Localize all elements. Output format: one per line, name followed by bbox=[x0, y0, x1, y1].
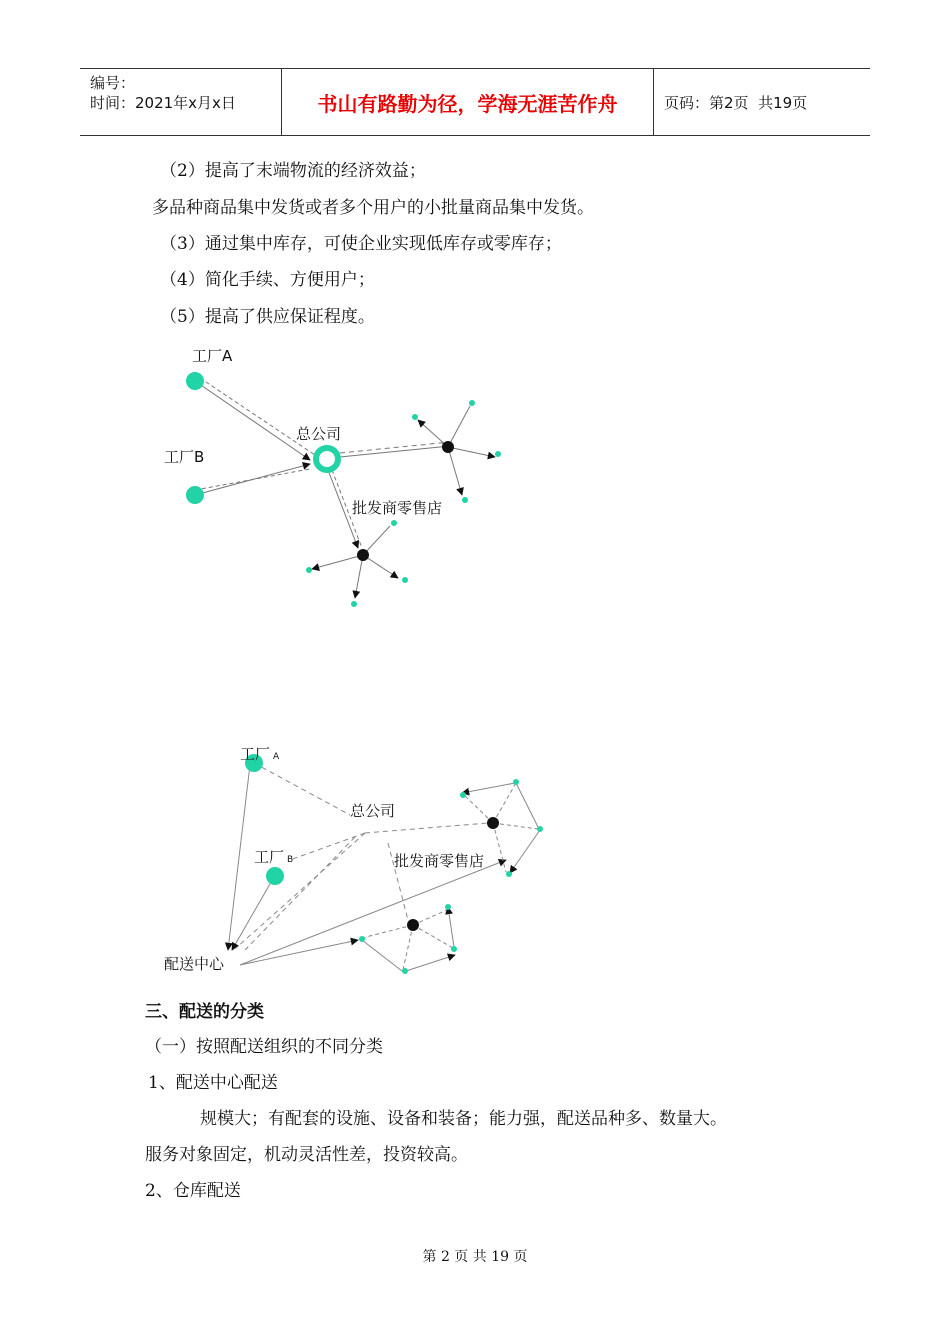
edge-factory-a-head-dashed bbox=[200, 378, 315, 455]
edge-factory-a-head bbox=[254, 763, 350, 815]
factory-b-node bbox=[186, 486, 204, 504]
subsection-heading: （一）按照配送组织的不同分类 bbox=[145, 1037, 383, 1057]
hub-node-2 bbox=[357, 549, 369, 561]
edge-hub1-spoke-2 bbox=[493, 783, 516, 823]
label-factory-b-sub: B bbox=[287, 855, 294, 865]
retail-node bbox=[391, 520, 397, 526]
document-time-label: 时间：2021年x月x日 bbox=[90, 94, 236, 112]
edge-hub1-loop-1 bbox=[462, 783, 515, 793]
paragraph-benefit-4: （4）简化手续、方便用户； bbox=[160, 270, 375, 290]
header-motto: 书山有路勤为径，学海无涯苦作舟 bbox=[317, 91, 618, 116]
distribution-diagram-center bbox=[150, 735, 560, 985]
edge-head-hub1 bbox=[365, 823, 488, 833]
item-distribution-center-desc-1: 规模大；有配套的设施、设备和装备；能力强，配送品种多、数量大。 bbox=[200, 1109, 727, 1129]
label-factory-b: 工厂B bbox=[164, 448, 205, 466]
header-left-cell bbox=[80, 69, 282, 135]
edge-head-factory-b-dashed bbox=[290, 833, 365, 860]
edge-hub2-spoke-4 bbox=[363, 555, 398, 578]
paragraph-benefit-3: （3）通过集中库存，可使企业实现低库存或零库存； bbox=[160, 234, 562, 254]
document-number-label: 编号： bbox=[90, 74, 136, 92]
retail-node bbox=[402, 968, 408, 974]
label-head-office: 总公司 bbox=[350, 802, 396, 820]
hub-node-1 bbox=[487, 817, 499, 829]
retail-node bbox=[537, 826, 543, 832]
retail-node bbox=[469, 400, 475, 406]
label-wholesale-retail: 批发商零售店 bbox=[352, 499, 443, 517]
header-page-info: 页码：第2页 共19页 bbox=[664, 93, 808, 112]
paragraph-benefit-2-detail: 多品种商品集中发货或者多个用户的小批量商品集中发货。 bbox=[152, 198, 594, 218]
retail-node bbox=[495, 451, 501, 457]
edge-hub1-loop-2 bbox=[516, 783, 538, 827]
head-office-node bbox=[316, 448, 338, 470]
distribution-diagram-direct bbox=[150, 340, 530, 620]
edge-hub1-loop-3 bbox=[510, 830, 540, 873]
edge-hub2-loop-3 bbox=[448, 907, 454, 947]
label-factory-a-sub: A bbox=[273, 752, 280, 762]
edge-hub2-spoke-3 bbox=[355, 555, 363, 598]
retail-node bbox=[460, 792, 466, 798]
retail-node bbox=[306, 567, 312, 573]
edge-factory-a-dc bbox=[228, 765, 250, 950]
retail-node bbox=[451, 946, 457, 952]
retail-node bbox=[513, 779, 519, 785]
item-warehouse-distribution: 2、仓库配送 bbox=[145, 1181, 241, 1201]
edge-hub2-spoke-2 bbox=[312, 555, 363, 569]
edge-hub2-loop-1 bbox=[362, 940, 402, 971]
edge-hub2-spoke-4 bbox=[362, 925, 413, 938]
retail-node bbox=[402, 577, 408, 583]
label-factory-a bbox=[240, 745, 280, 763]
item-distribution-center: 1、配送中心配送 bbox=[148, 1073, 278, 1093]
page-footer: 第 2 页 共 19 页 bbox=[422, 1249, 528, 1265]
edge-hub1-spoke-3 bbox=[448, 447, 495, 457]
edge-hub2-spoke-3 bbox=[403, 925, 413, 970]
header-motto-cell bbox=[282, 69, 654, 135]
label-factory-a: 工厂A bbox=[192, 347, 233, 365]
edge-hub1-spoke-1 bbox=[418, 420, 448, 447]
edge-dc-hub2-route bbox=[240, 940, 358, 965]
edge-hub1-spoke-2 bbox=[448, 406, 470, 447]
hub-node-1 bbox=[442, 441, 454, 453]
label-wholesale-retail: 批发商零售店 bbox=[394, 852, 485, 870]
paragraph-benefit-5: （5）提高了供应保证程度。 bbox=[160, 307, 375, 327]
edge-hub2-spoke-2 bbox=[413, 925, 453, 948]
edge-factory-a-head bbox=[195, 381, 310, 460]
retail-node bbox=[506, 871, 512, 877]
retail-node bbox=[351, 601, 357, 607]
retail-node bbox=[462, 497, 468, 503]
label-head-office: 总公司 bbox=[296, 425, 342, 443]
page-header bbox=[80, 68, 870, 136]
retail-node bbox=[412, 414, 418, 420]
section-heading: 三、配送的分类 bbox=[145, 1002, 264, 1022]
label-factory-b-main: 工厂 bbox=[254, 848, 285, 866]
retail-node bbox=[359, 936, 365, 942]
label-factory-b bbox=[254, 848, 293, 866]
factory-a-node bbox=[186, 372, 204, 390]
edge-factory-b-dc bbox=[232, 877, 274, 950]
label-distribution-center: 配送中心 bbox=[164, 955, 225, 973]
edge-hub2-loop-2 bbox=[406, 955, 455, 971]
edge-hub1-spoke-4 bbox=[448, 447, 462, 495]
header-page-cell bbox=[654, 69, 870, 135]
edge-hub1-spoke-1 bbox=[464, 795, 493, 823]
edge-factory-b-head-dashed bbox=[195, 469, 310, 490]
factory-b-node bbox=[266, 867, 284, 885]
retail-node bbox=[445, 904, 451, 910]
label-factory-a-main: 工厂 bbox=[240, 745, 271, 763]
edge-hub1-spoke-3 bbox=[493, 823, 538, 829]
hub-node-2 bbox=[407, 919, 419, 931]
item-distribution-center-desc-2: 服务对象固定，机动灵活性差，投资较高。 bbox=[145, 1145, 468, 1165]
paragraph-benefit-2: （2）提高了末端物流的经济效益； bbox=[160, 161, 426, 181]
